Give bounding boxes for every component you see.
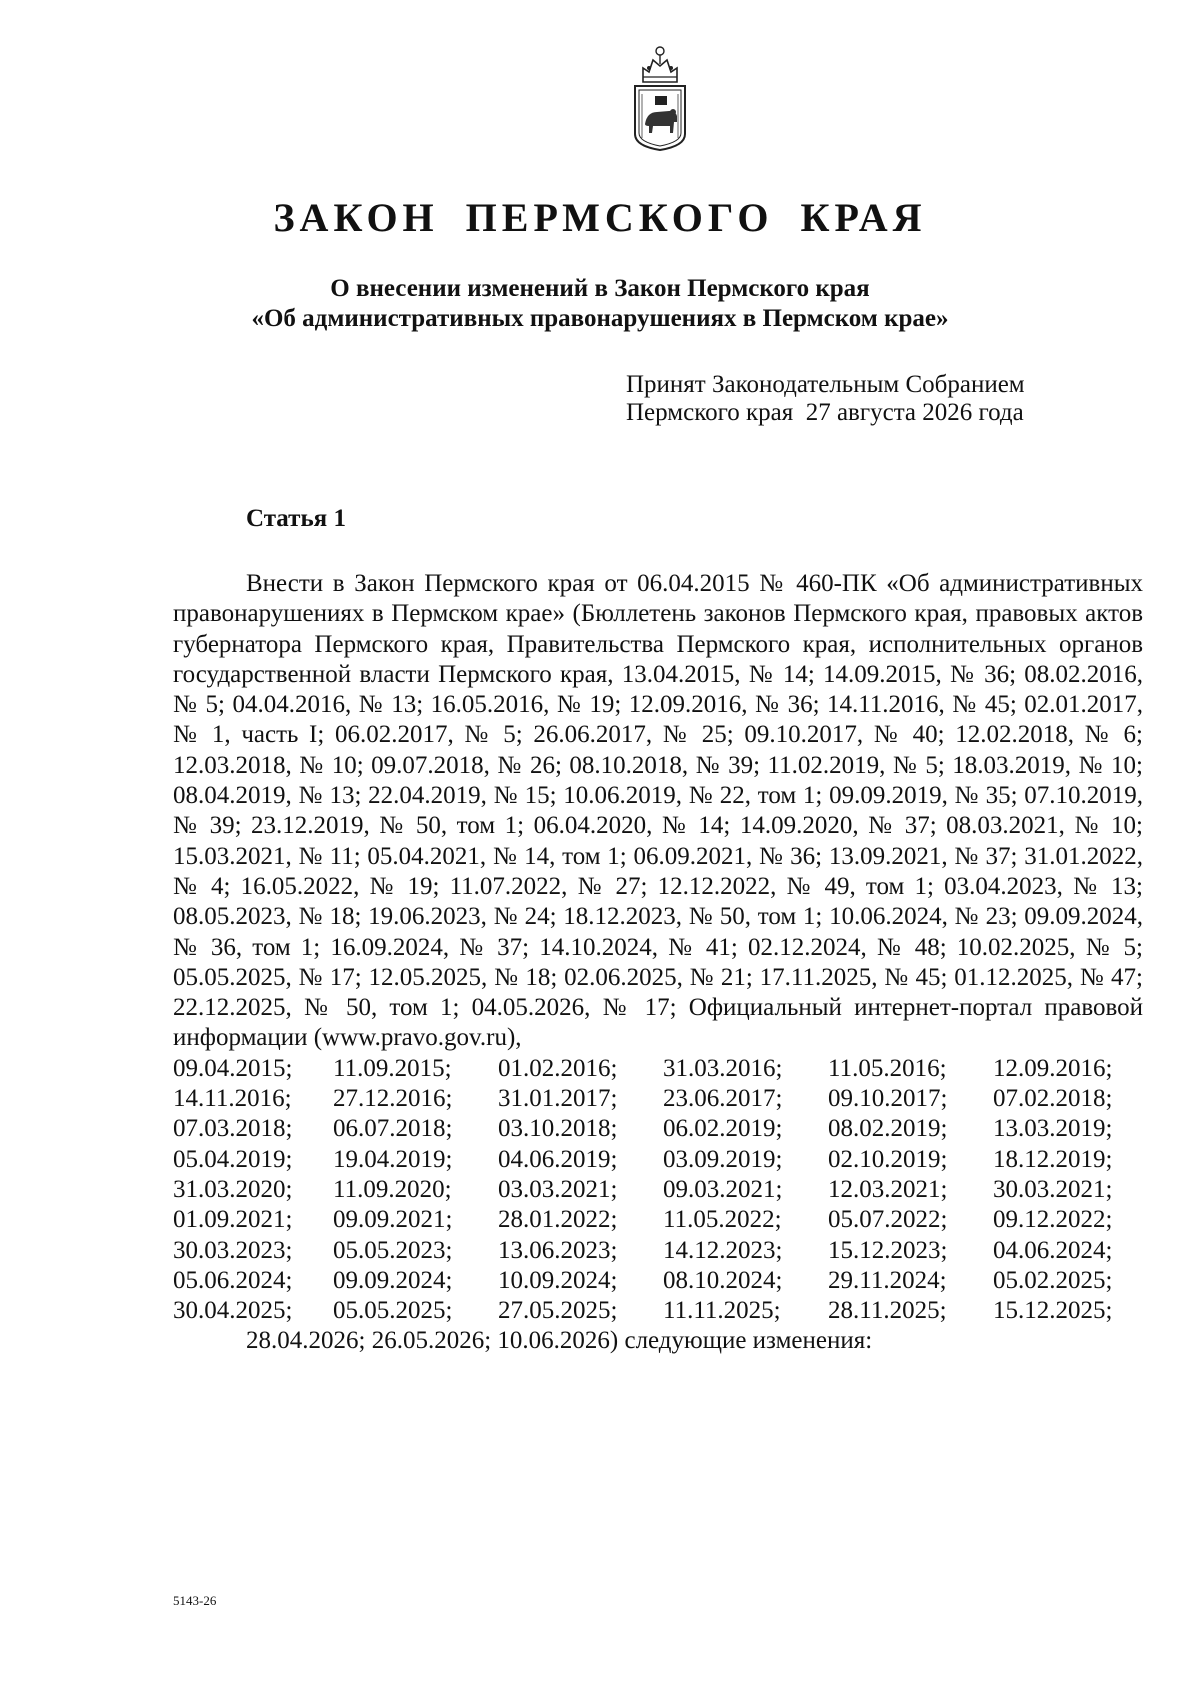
publication-dates-table (173, 1054, 1143, 1327)
date-cell: 14.11.2016; (173, 1085, 292, 1113)
date-cell: 11.05.2022; (663, 1206, 782, 1234)
subtitle-line-2: «Об административных правонарушениях в Пермском крае» (251, 305, 949, 332)
date-row (173, 1145, 1143, 1175)
date-row (173, 1054, 1143, 1084)
law-subtitle (0, 274, 1200, 334)
date-row (173, 1205, 1143, 1235)
date-cell: 11.09.2020; (333, 1175, 452, 1203)
date-cell: 06.07.2018; (333, 1115, 453, 1143)
date-cell: 05.06.2024; (173, 1266, 293, 1294)
coat-of-arms-icon (629, 42, 691, 154)
date-cell: 02.10.2019; (828, 1145, 948, 1173)
date-cell: 14.12.2023; (663, 1236, 783, 1264)
date-cell: 29.11.2024; (828, 1266, 947, 1294)
date-cell: 09.12.2022; (993, 1206, 1113, 1234)
adoption-line-2: Пермского края 27 августа 2026 года (626, 399, 1024, 426)
date-cell: 04.06.2019; (498, 1145, 618, 1173)
date-cell: 12.03.2021; (828, 1175, 948, 1203)
date-row (173, 1175, 1143, 1205)
date-cell: 03.09.2019; (663, 1145, 783, 1173)
date-cell: 01.02.2016; (498, 1054, 618, 1082)
date-cell: 08.02.2019; (828, 1115, 948, 1143)
coat-of-arms-emblem (629, 42, 691, 154)
date-cell: 31.03.2016; (663, 1054, 783, 1082)
date-cell: 03.10.2018; (498, 1115, 618, 1143)
adoption-line-1: Принят Законодательным Собранием (626, 371, 1025, 398)
date-cell: 27.12.2016; (333, 1085, 453, 1113)
date-cell: 28.01.2022; (498, 1206, 618, 1234)
date-cell: 09.03.2021; (663, 1175, 783, 1203)
date-row (173, 1114, 1143, 1144)
date-cell: 15.12.2023; (828, 1236, 948, 1264)
date-cell: 05.04.2019; (173, 1145, 293, 1173)
date-cell: 11.11.2025; (663, 1297, 781, 1325)
date-cell: 19.04.2019; (333, 1145, 453, 1173)
date-row (173, 1084, 1143, 1114)
date-cell: 13.03.2019; (993, 1115, 1113, 1143)
article-closing-line: 28.04.2026; 26.05.2026; 10.06.2026) следующие изменения: (246, 1327, 873, 1355)
date-cell: 05.05.2025; (333, 1297, 453, 1325)
date-cell: 11.05.2016; (828, 1054, 947, 1082)
date-cell: 01.09.2021; (173, 1206, 293, 1234)
date-cell: 09.09.2024; (333, 1266, 453, 1294)
date-cell: 27.05.2025; (498, 1297, 618, 1325)
date-cell: 05.07.2022; (828, 1206, 948, 1234)
date-row (173, 1266, 1143, 1296)
date-cell: 18.12.2019; (993, 1145, 1113, 1173)
date-cell: 04.06.2024; (993, 1236, 1113, 1264)
date-cell: 06.02.2019; (663, 1115, 783, 1143)
date-cell: 13.06.2023; (498, 1236, 618, 1264)
article-body (173, 569, 1143, 1357)
date-cell: 09.04.2015; (173, 1054, 293, 1082)
date-cell: 15.12.2025; (993, 1297, 1113, 1325)
date-cell: 07.03.2018; (173, 1115, 293, 1143)
date-cell: 09.09.2021; (333, 1206, 453, 1234)
date-cell: 31.03.2020; (173, 1175, 293, 1203)
date-cell: 11.09.2015; (333, 1054, 452, 1082)
article-intro-paragraph: Внести в Закон Пермского края от 06.04.2015 № 460-ПК «Об административных правонарушениях в Пермском крае» (Бюллетень законов Пермского края, правовых актов губернатора Пермского края, Правительства Пермского края, исполнительных органов государственной власти Пермского края, 13.04.2015, № 14; 14.09.2015, № 36; 08.02.2016, № 5; 04.04.2016, № 13; 16.05.2016, № 19; 12.09.2016, № 36; 14.11.2016, № 45; 02.01.2017, № 1, часть I; 06.02.2017, № 5; 26.06.2017, № 25; 09.10.2017, № 40; 12.02.2018, № 6; 12.03.2018, № 10; 09.07.2018, № 26; 08.10.2018, № 39; 11.02.2019, № 5; 18.03.2019, № 10; 08.04.2019, № 13; 22.04.2019, № 15; 10.06.2019, № 22, том 1; 09.09.2019, № 35; 07.10.2019, № 39; 23.12.2019, № 50, том 1; 06.04.2020, № 14; 14.09.2020, № 37; 08.03.2021, № 10; 15.03.2021, № 11; 05.04.2021, № 14, том 1; 06.09.2021, № 36; 13.09.2021, № 37; 31.01.2022, № 4; 16.05.2022, № 19; 11.07.2022, № 27; 12.12.2022, № 49, том 1; 03.04.2023, № 13; 08.05.2023, № 18; 19.06.2023, № 24; 18.12.2023, № 50, том 1; 10.06.2024, № 23; 09.09.2024, № 36, том 1; 16.09.2024, № 37; 14.10.2024, № 41; 02.12.2024, № 48; 10.02.2025, № 5; 05.05.2025, № 17; 12.05.2025, № 18; 02.06.2025, № 21; 17.11.2025, № 45; 01.12.2025, № 47; 22.12.2025, № 50, том 1; 04.05.2026, № 17; Официальный интернет-портал правовой информации (www.pravo.gov.ru), (173, 570, 1143, 1052)
date-cell: 03.03.2021; (498, 1175, 618, 1203)
date-cell: 12.09.2016; (993, 1054, 1113, 1082)
law-title: ЗАКОН ПЕРМСКОГО КРАЯ (273, 195, 927, 240)
date-cell: 05.05.2023; (333, 1236, 453, 1264)
date-cell: 30.03.2023; (173, 1236, 293, 1264)
date-cell: 23.06.2017; (663, 1085, 783, 1113)
date-cell: 05.02.2025; (993, 1266, 1113, 1294)
document-code: 5143-26 (173, 1593, 217, 1608)
date-cell: 30.03.2021; (993, 1175, 1113, 1203)
date-cell: 31.01.2017; (498, 1085, 618, 1113)
date-cell: 08.10.2024; (663, 1266, 783, 1294)
date-row (173, 1236, 1143, 1266)
date-cell: 09.10.2017; (828, 1085, 948, 1113)
adoption-note (626, 371, 1025, 427)
date-cell: 30.04.2025; (173, 1297, 293, 1325)
article-heading: Статья 1 (246, 505, 346, 532)
date-cell: 28.11.2025; (828, 1297, 947, 1325)
date-row (173, 1296, 1143, 1326)
date-cell: 10.09.2024; (498, 1266, 618, 1294)
subtitle-line-1: О внесении изменений в Закон Пермского края (330, 275, 870, 302)
date-cell: 07.02.2018; (993, 1085, 1113, 1113)
